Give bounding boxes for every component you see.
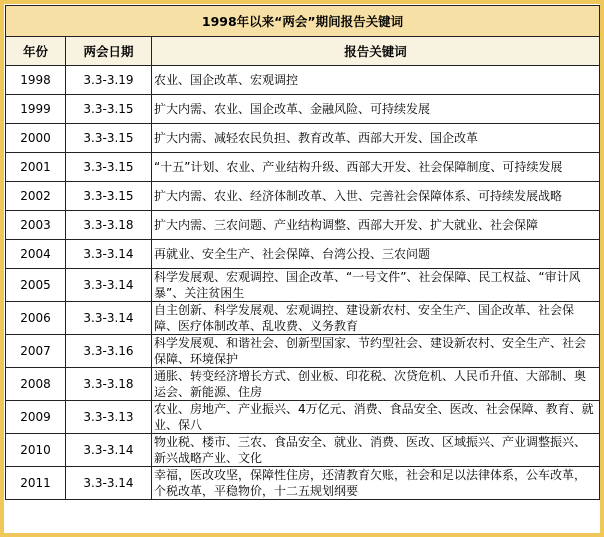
keywords-cell: 通胀、转变经济增长方式、创业板、印花税、次贷危机、人民币升值、大部制、奥运会、新能源、住房 [152, 368, 600, 401]
title-row [6, 6, 600, 37]
table-row [6, 95, 600, 124]
table-row [6, 153, 600, 182]
keywords-cell: 幸福，医改攻坚，保障性住房，还清教育欠账，社会和足以法律体系，公车改革，个税改革，平稳物价，十二五规划纲要 [152, 467, 600, 500]
date-header: 两会日期 [66, 37, 152, 66]
keywords-cell: 科学发展观、宏观调控、国企改革、“一号文件”、社会保障、民工权益、“审计风暴”、关注贫困生 [152, 269, 600, 302]
keywords-cell: 扩大内需、减轻农民负担、教育改革、西部大开发、国企改革 [152, 124, 600, 153]
table-row [6, 182, 600, 211]
keywords-cell: 农业、房地产、产业振兴、4万亿元、消费、食品安全、医改、社会保障、教育、就业、保八 [152, 401, 600, 434]
year-header: 年份 [6, 37, 66, 66]
year-cell: 2003 [6, 211, 66, 240]
date-cell: 3.3-3.14 [66, 302, 152, 335]
date-cell: 3.3-3.19 [66, 66, 152, 95]
date-cell: 3.3-3.16 [66, 335, 152, 368]
table-row [6, 335, 600, 368]
year-cell: 2002 [6, 182, 66, 211]
keywords-cell: 再就业、安全生产、社会保障、台湾公投、三农问题 [152, 240, 600, 269]
header-row [6, 37, 600, 66]
year-cell: 2004 [6, 240, 66, 269]
year-cell: 2000 [6, 124, 66, 153]
year-cell: 1999 [6, 95, 66, 124]
table-row [6, 401, 600, 434]
keywords-cell: 扩大内需、农业、国企改革、金融风险、可持续发展 [152, 95, 600, 124]
year-cell: 2011 [6, 467, 66, 500]
table-row [6, 124, 600, 153]
table-row [6, 66, 600, 95]
keywords-cell: 扩大内需、农业、经济体制改革、入世、完善社会保障体系、可持续发展战略 [152, 182, 600, 211]
date-cell: 3.3-3.18 [66, 368, 152, 401]
year-cell: 2001 [6, 153, 66, 182]
table-row [6, 269, 600, 302]
table-row [6, 368, 600, 401]
date-cell: 3.3-3.15 [66, 153, 152, 182]
keywords-cell: “十五”计划、农业、产业结构升级、西部大开发、社会保障制度、可持续发展 [152, 153, 600, 182]
date-cell: 3.3-3.13 [66, 401, 152, 434]
table-row [6, 467, 600, 500]
year-cell: 2007 [6, 335, 66, 368]
date-cell: 3.3-3.14 [66, 240, 152, 269]
table-title: 1998年以来“两会”期间报告关键词 [6, 6, 600, 37]
year-cell: 2005 [6, 269, 66, 302]
year-cell: 1998 [6, 66, 66, 95]
keywords-cell: 科学发展观、和谐社会、创新型国家、节约型社会、建设新农村、安全生产、社会保障、环境保护 [152, 335, 600, 368]
year-cell: 2008 [6, 368, 66, 401]
date-cell: 3.3-3.14 [66, 269, 152, 302]
year-cell: 2010 [6, 434, 66, 467]
date-cell: 3.3-3.15 [66, 124, 152, 153]
keywords-cell: 农业、国企改革、宏观调控 [152, 66, 600, 95]
keywords-cell: 扩大内需、三农问题、产业结构调整、西部大开发、扩大就业、社会保障 [152, 211, 600, 240]
year-cell: 2006 [6, 302, 66, 335]
date-cell: 3.3-3.14 [66, 467, 152, 500]
date-cell: 3.3-3.18 [66, 211, 152, 240]
table-row [6, 302, 600, 335]
keywords-cell: 物业税、楼市、三农、食品安全、就业、消费、医改、区域振兴、产业调整振兴、新兴战略产业、文化 [152, 434, 600, 467]
table-row [6, 240, 600, 269]
date-cell: 3.3-3.15 [66, 182, 152, 211]
keywords-cell: 自主创新、科学发展观、宏观调控、建设新农村、安全生产、国企改革、社会保障、医疗体制改革、乱收费、义务教育 [152, 302, 600, 335]
date-cell: 3.3-3.14 [66, 434, 152, 467]
keywords-header: 报告关键词 [152, 37, 600, 66]
year-cell: 2009 [6, 401, 66, 434]
date-cell: 3.3-3.15 [66, 95, 152, 124]
keywords-table [5, 5, 600, 500]
table-row [6, 434, 600, 467]
table-row [6, 211, 600, 240]
